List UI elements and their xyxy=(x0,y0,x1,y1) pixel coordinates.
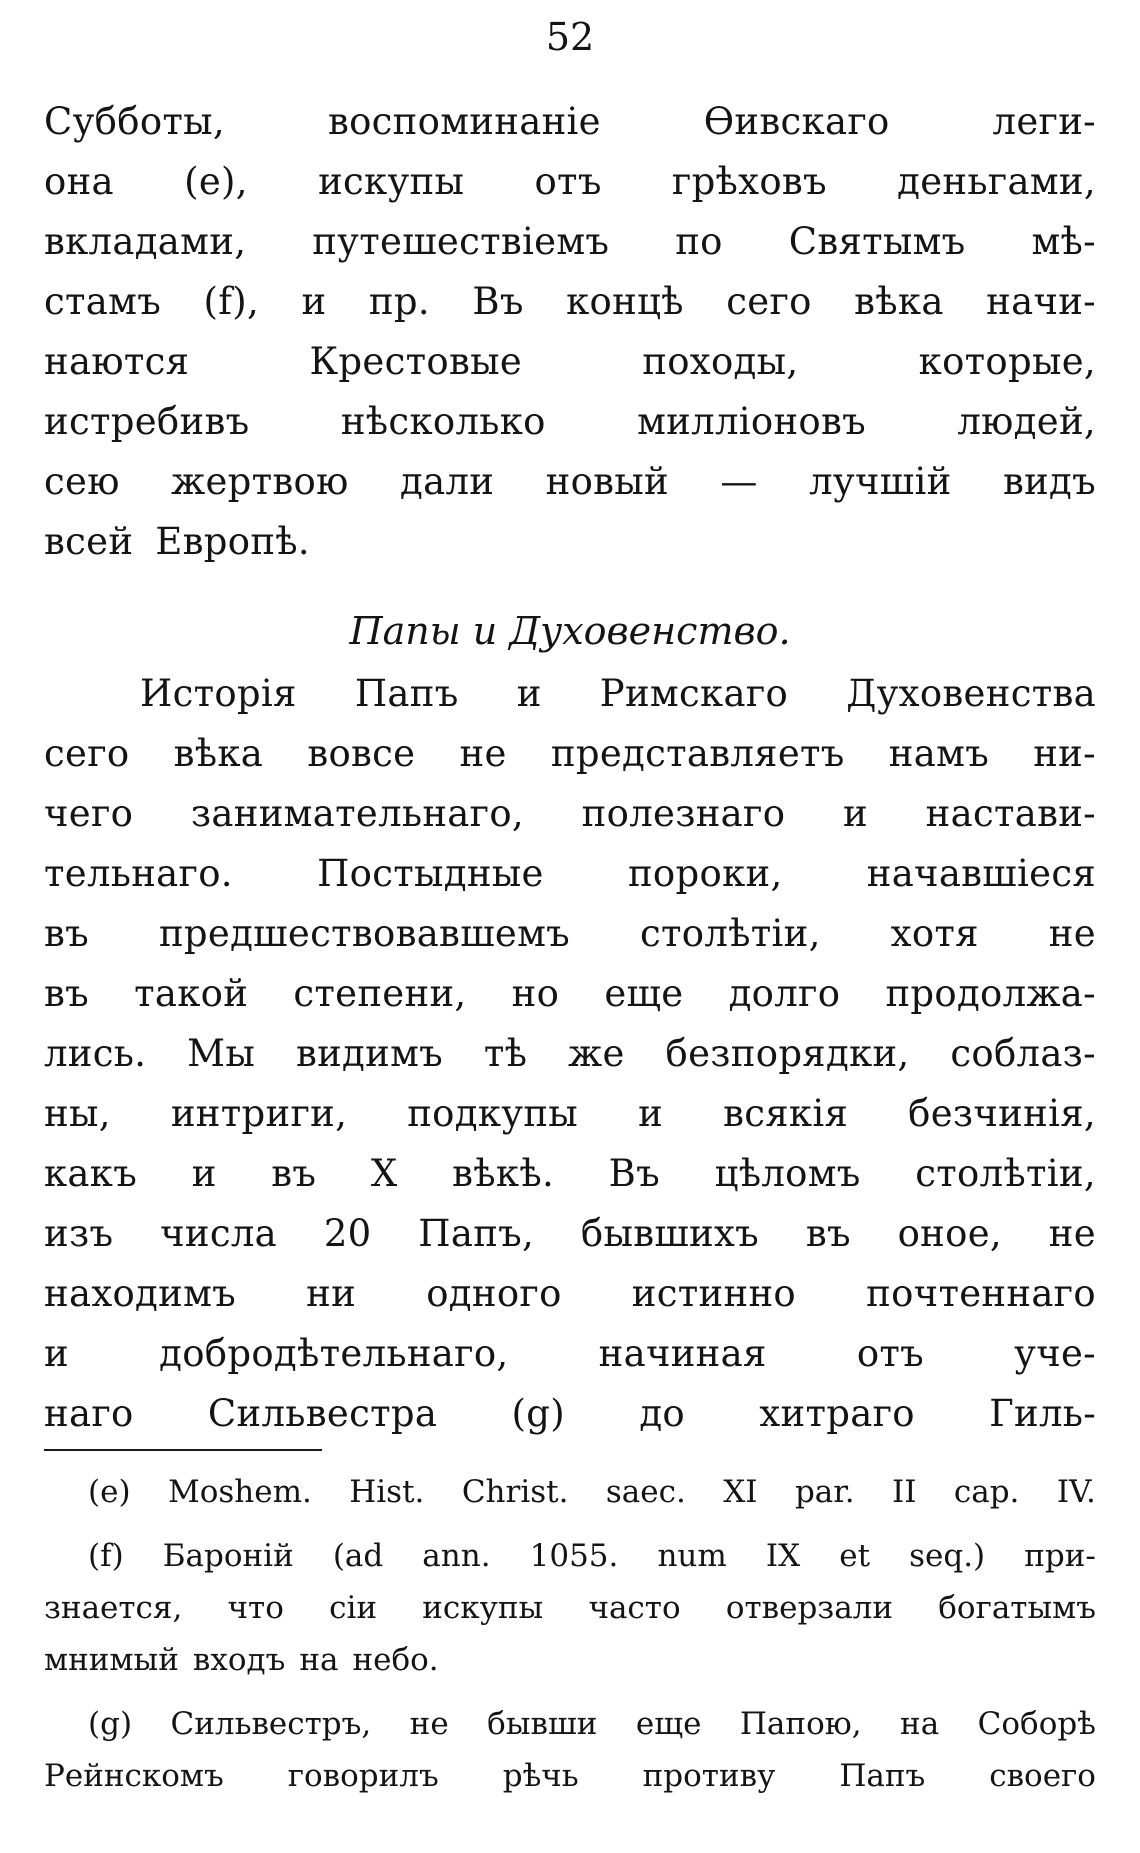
word: Moshem. xyxy=(167,1474,312,1510)
word: IX xyxy=(765,1538,801,1574)
word: представляетъ xyxy=(550,732,845,775)
word: отъ xyxy=(534,160,602,203)
text-line xyxy=(44,1634,1096,1686)
word: столѣтіи, xyxy=(915,1152,1096,1195)
word: и xyxy=(44,1332,69,1375)
word: безчинія, xyxy=(908,1092,1096,1135)
word: (g) xyxy=(511,1392,566,1435)
word: интриги, xyxy=(170,1092,348,1135)
paragraph-before-heading xyxy=(44,92,1096,572)
text-line xyxy=(44,1264,1096,1324)
word: входъ xyxy=(192,1642,286,1678)
word: (f), xyxy=(203,280,260,323)
word: 20 xyxy=(323,1212,372,1255)
word: лись. xyxy=(44,1032,147,1075)
footnote-g xyxy=(44,1698,1096,1802)
word: своего xyxy=(989,1758,1096,1794)
word: чего xyxy=(44,792,134,835)
word: при- xyxy=(1024,1538,1096,1574)
word: и xyxy=(842,792,868,835)
word: занимательнаго, xyxy=(190,792,524,835)
word: леги- xyxy=(992,100,1096,143)
word: же xyxy=(568,1032,625,1075)
word: (g) xyxy=(88,1706,133,1742)
word: воспоминаніе xyxy=(327,100,601,143)
word: Hist. xyxy=(349,1474,425,1510)
word: до xyxy=(639,1392,686,1435)
word: Духовенства xyxy=(846,672,1096,715)
word: грѣховъ xyxy=(671,160,827,203)
word: Мы xyxy=(187,1032,256,1075)
word: ни- xyxy=(1033,732,1096,775)
word: видъ xyxy=(1002,460,1096,503)
word: наются xyxy=(44,340,190,383)
word: Крестовые xyxy=(309,340,523,383)
word: что xyxy=(227,1590,284,1626)
word: какъ xyxy=(44,1152,138,1195)
word: начиная xyxy=(598,1332,767,1375)
text-line xyxy=(44,1324,1096,1384)
word: одного xyxy=(426,1272,562,1315)
word: новый xyxy=(545,460,670,503)
word: num xyxy=(657,1538,727,1574)
word: лучшій xyxy=(809,460,952,503)
word: IV. xyxy=(1056,1474,1096,1510)
word: подкупы xyxy=(407,1092,579,1135)
word: цѣломъ xyxy=(714,1152,861,1195)
text-line xyxy=(44,664,1096,724)
word: уче- xyxy=(1014,1332,1096,1375)
word: стамъ xyxy=(44,280,162,323)
word: сего xyxy=(726,280,812,323)
word: Папъ xyxy=(354,672,459,715)
word: и xyxy=(191,1152,217,1195)
word: Римскаго xyxy=(599,672,789,715)
text-line xyxy=(44,1024,1096,1084)
text-line xyxy=(44,212,1096,272)
text-line xyxy=(44,1144,1096,1204)
word: которые, xyxy=(918,340,1096,383)
word: добродѣтельнаго, xyxy=(159,1332,509,1375)
word: Папъ xyxy=(839,1758,926,1794)
paragraph-popes-and-clergy xyxy=(44,664,1096,1444)
word: вѣка xyxy=(173,732,264,775)
word: находимъ xyxy=(44,1272,237,1315)
word: всей xyxy=(44,520,134,563)
word: милліоновъ xyxy=(637,400,866,443)
word: (е) xyxy=(88,1474,131,1510)
word: Гиль- xyxy=(989,1392,1096,1435)
text-line xyxy=(44,272,1096,332)
word: оное, xyxy=(897,1212,1002,1255)
word: (е), xyxy=(184,160,248,203)
word: степени, xyxy=(293,972,467,1015)
word: настави- xyxy=(925,792,1096,835)
word: рѣчь xyxy=(502,1758,579,1794)
word: отверзали xyxy=(725,1590,894,1626)
word: въ xyxy=(271,1152,317,1195)
word: истребивъ xyxy=(44,400,250,443)
word: Европѣ. xyxy=(155,520,310,563)
section-heading: Папы и Духовенство. xyxy=(349,609,791,653)
word: богатымъ xyxy=(938,1590,1096,1626)
word: полезнаго xyxy=(581,792,786,835)
word: Папъ, xyxy=(418,1212,535,1255)
text-line xyxy=(44,92,1096,152)
word: сіи xyxy=(329,1590,378,1626)
word: продолжа- xyxy=(885,972,1096,1015)
word: почтеннаго xyxy=(866,1272,1096,1315)
word: бывшихъ xyxy=(580,1212,760,1255)
text-line xyxy=(44,784,1096,844)
text-line xyxy=(44,392,1096,452)
word: вѣка xyxy=(854,280,944,323)
text-line xyxy=(44,844,1096,904)
text-line xyxy=(44,1204,1096,1264)
word: но xyxy=(511,972,560,1015)
text-line xyxy=(44,512,1096,572)
word: столѣтіи, xyxy=(639,912,821,955)
word: Папою, xyxy=(739,1706,862,1742)
text-line xyxy=(44,904,1096,964)
word: небо. xyxy=(352,1642,439,1678)
text-line xyxy=(44,1084,1096,1144)
text-line xyxy=(44,452,1096,512)
text-line xyxy=(44,1530,1096,1582)
word: говорилъ xyxy=(287,1758,439,1794)
word: долго xyxy=(728,972,841,1015)
word: походы, xyxy=(642,340,799,383)
word: сего xyxy=(44,732,130,775)
word: на xyxy=(299,1642,339,1678)
word: нѣсколько xyxy=(340,400,546,443)
word: не xyxy=(1048,912,1096,955)
word: вкладами, xyxy=(44,220,247,263)
word: безпорядки, xyxy=(665,1032,910,1075)
text-line xyxy=(44,332,1096,392)
word: концѣ xyxy=(566,280,684,323)
word: наго xyxy=(44,1392,134,1435)
page-number: 52 xyxy=(545,15,595,59)
word: еще xyxy=(635,1706,702,1742)
word: seq.) xyxy=(909,1538,986,1574)
word: Въ xyxy=(608,1152,660,1195)
word: въ xyxy=(44,912,89,955)
word: и xyxy=(301,280,327,323)
word: не xyxy=(459,732,507,775)
word: числа xyxy=(160,1212,278,1255)
word: путешествіемъ xyxy=(312,220,610,263)
word: ни xyxy=(306,1272,357,1315)
word: II xyxy=(891,1474,917,1510)
word: Ѳивскаго xyxy=(703,100,890,143)
word: на xyxy=(900,1706,940,1742)
word: Святымъ xyxy=(788,220,966,263)
word: противу xyxy=(642,1758,776,1794)
word: Бароній xyxy=(162,1538,294,1574)
word: хитраго xyxy=(759,1392,915,1435)
word: такой xyxy=(134,972,249,1015)
word: (ad xyxy=(332,1538,384,1574)
word: видимъ xyxy=(295,1032,444,1075)
footnote-f xyxy=(44,1530,1096,1686)
word: Въ xyxy=(472,280,524,323)
word: par. xyxy=(794,1474,855,1510)
text-line xyxy=(44,1750,1096,1802)
word: Christ. xyxy=(461,1474,569,1510)
word: часто xyxy=(588,1590,681,1626)
word: вѣкѣ. xyxy=(452,1152,555,1195)
word: предшествовавшемъ xyxy=(158,912,571,955)
word: въ xyxy=(44,972,89,1015)
word: тѣ xyxy=(483,1032,528,1075)
word: людей, xyxy=(957,400,1096,443)
word: истинно xyxy=(631,1272,797,1315)
word: изъ xyxy=(44,1212,114,1255)
word: искупы xyxy=(422,1590,544,1626)
word: жертвою xyxy=(171,460,349,503)
word: дали xyxy=(400,460,495,503)
word: и xyxy=(638,1092,664,1135)
word: начавшіеся xyxy=(866,852,1096,895)
text-line xyxy=(44,1384,1096,1444)
word: бывши xyxy=(487,1706,598,1742)
word: вовсе xyxy=(307,732,416,775)
word: сею xyxy=(44,460,120,503)
word: 1055. xyxy=(529,1538,619,1574)
word: мѣ- xyxy=(1031,220,1096,263)
word: искупы xyxy=(318,160,465,203)
word: Постыдные xyxy=(317,852,544,895)
word: соблаз- xyxy=(950,1032,1096,1075)
word: хотя xyxy=(890,912,979,955)
word: знается, xyxy=(44,1590,183,1626)
word: тельнаго. xyxy=(44,852,233,895)
word: Сильвестръ, xyxy=(170,1706,372,1742)
word: не xyxy=(409,1706,449,1742)
word: saec. xyxy=(605,1474,686,1510)
word: намъ xyxy=(888,732,990,775)
text-line xyxy=(44,152,1096,212)
footnote-e xyxy=(44,1466,1096,1518)
text-line xyxy=(44,724,1096,784)
word: деньгами, xyxy=(897,160,1096,203)
word: пороки, xyxy=(627,852,783,895)
word: — xyxy=(720,460,758,503)
text-line xyxy=(44,1698,1096,1750)
word: и xyxy=(516,672,542,715)
word: ны, xyxy=(44,1092,111,1135)
word: ann. xyxy=(422,1538,491,1574)
text-line xyxy=(44,1582,1096,1634)
word: она xyxy=(44,160,114,203)
word: пр. xyxy=(368,280,430,323)
word: начи- xyxy=(986,280,1096,323)
word: cap. xyxy=(953,1474,1020,1510)
word: X xyxy=(370,1152,398,1195)
word: (f) xyxy=(88,1538,124,1574)
word: въ xyxy=(805,1212,851,1255)
word: всякія xyxy=(723,1092,849,1135)
word: Сильвестра xyxy=(207,1392,438,1435)
word: по xyxy=(675,220,723,263)
footnotes xyxy=(44,1466,1096,1802)
footnote-separator xyxy=(44,1449,322,1451)
word: отъ xyxy=(856,1332,924,1375)
word: не xyxy=(1048,1212,1096,1255)
word: еще xyxy=(604,972,684,1015)
word: Исторія xyxy=(140,672,297,715)
text-line xyxy=(44,964,1096,1024)
word: et xyxy=(839,1538,871,1574)
word: Соборѣ xyxy=(977,1706,1096,1742)
word: XI xyxy=(723,1474,758,1510)
text-line xyxy=(44,1466,1096,1518)
word: Рейнскомъ xyxy=(44,1758,224,1794)
word: мнимый xyxy=(44,1642,179,1678)
word: Субботы, xyxy=(44,100,225,143)
